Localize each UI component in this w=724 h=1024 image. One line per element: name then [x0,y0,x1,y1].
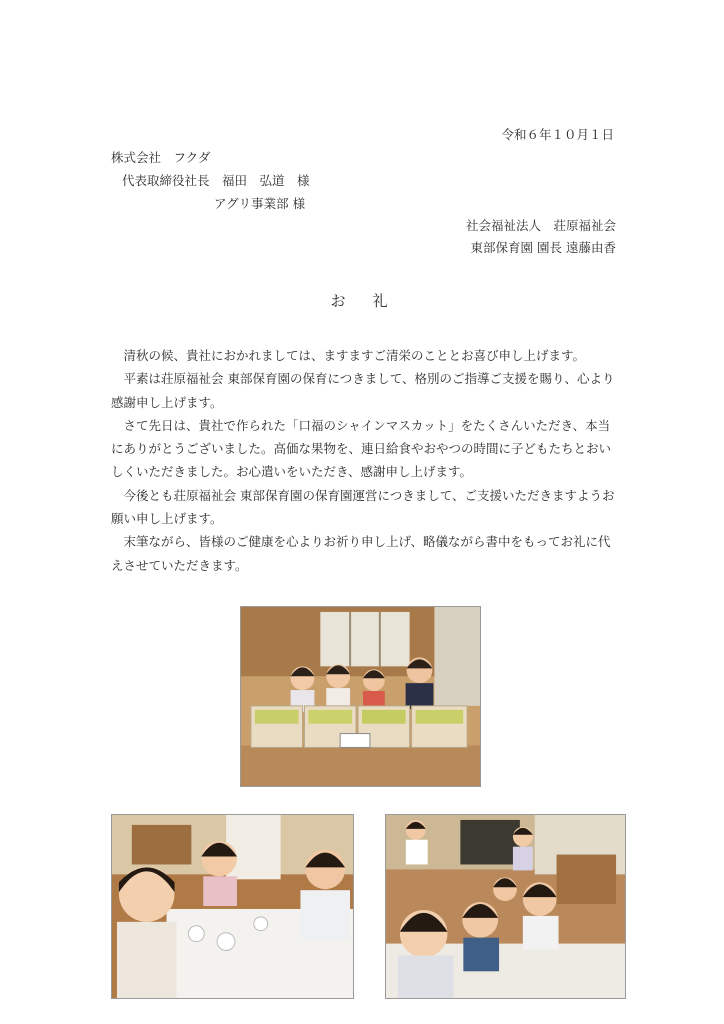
body-line: えさせていただきます。 [111,557,248,573]
body-line: 清秋の候、貴社におかれましては、ますますご清栄のこととお喜び申し上げます。 [111,348,586,363]
body-line: 末筆ながら、皆様のご健康を心よりお祈り申し上げ、略儀ながら書中をもってお礼に代 [111,534,611,550]
letter-title: お 礼 [330,292,394,310]
body-line: 感謝申し上げます。 [111,394,223,410]
recipient-representative: 代表取締役社長 福田 弘道 様 [122,173,310,188]
photo-children-with-grape-boxes [240,606,481,787]
body-line: 今後とも荘原福祉会 東部保育園の保育園運営につきまして、ご支援いただきますようお [111,487,615,503]
sender-school: 東部保育園 園長 遠藤由香 [470,240,616,255]
recipient-department: アグリ事業部 様 [214,196,306,211]
sender-organization: 社会福祉法人 荘原福祉会 [465,218,616,233]
body-line: さて先日は、貴社で作られた「口福のシャインマスカット」をたくさんいただき、本当 [111,417,611,433]
photo-children-eating-grapes-right [385,814,626,999]
body-line: 願い申し上げます。 [111,511,223,527]
body-line: しくいただきました。お心遣いをいただき、感謝申し上げます。 [111,464,473,480]
letter-body [111,344,631,577]
body-line: 平素は荘原福祉会 東部保育園の保育につきまして、格別のご指導ご支援を賜り、心より [111,371,615,387]
photo-children-eating-grapes-left [111,814,354,999]
recipient-company: 株式会社 フクダ [111,150,211,165]
body-line: にありがとうございました。高価な果物を、連日給食やおやつの時間に子どもたちとおい [111,441,612,457]
letter-date: 令和６年１０月１日 [501,127,614,142]
